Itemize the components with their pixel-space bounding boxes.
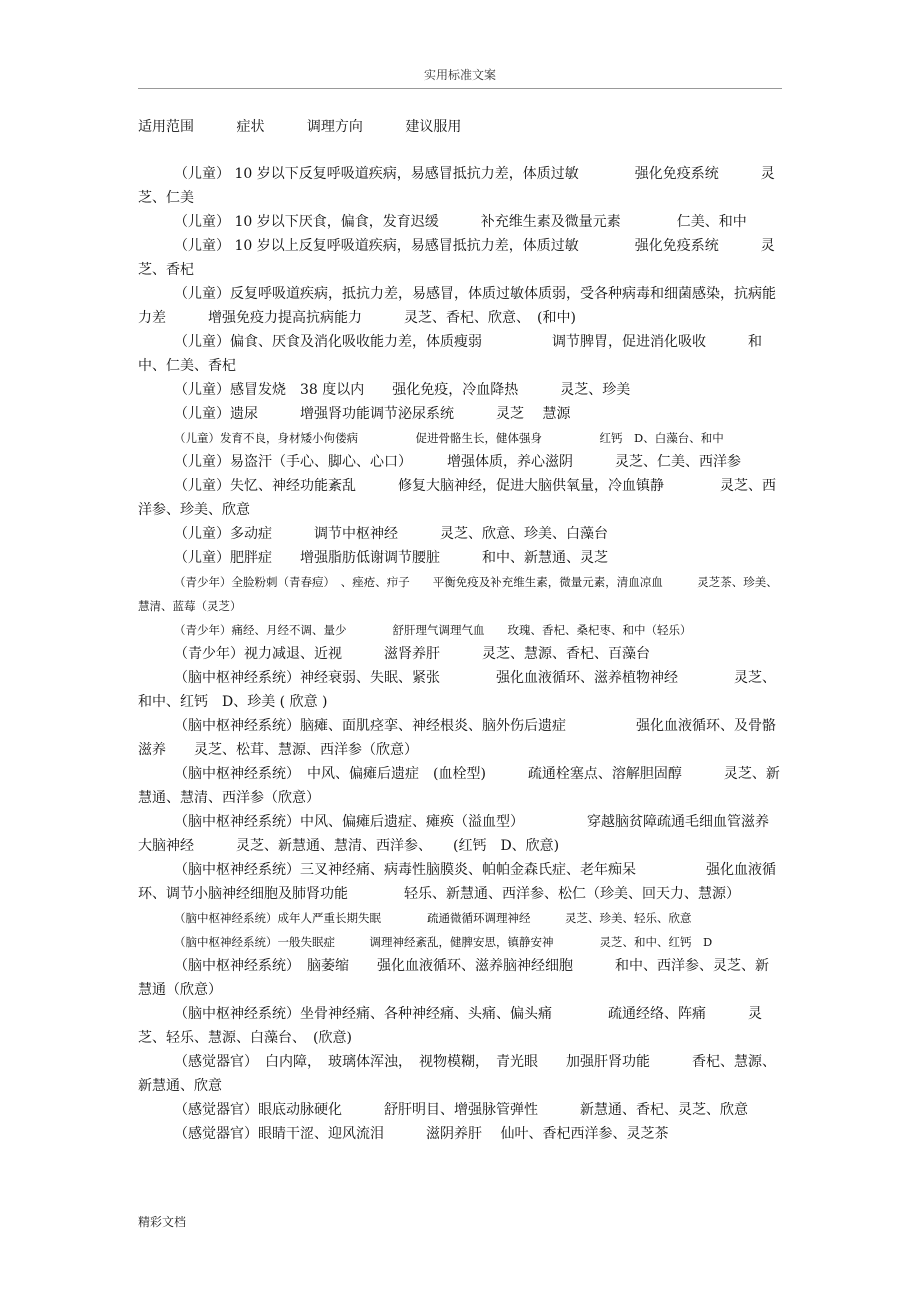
list-item: （青少年）全脸粉刺（青春痘） 、痤疮、疖子 平衡免疫及补充维生素，微量元素，清血凉血 灵芝茶、珍美、慧清、蓝莓（灵芝） — [138, 575, 778, 613]
list-item: （脑中枢神经系统）脑瘫、面肌痉挛、神经根炎、脑外伤后遗症 强化血液循环、及骨骼滋养 灵芝、松茸、慧源、西洋参（欣意） — [138, 718, 776, 758]
list-item: （感觉器官）眼底动脉硬化 舒肝明目、增强脉管弹性 新慧通、香杞、灵芝、欣意 — [174, 1102, 748, 1118]
list-item: （感觉器官）眼睛干涩、迎风流泪 滋阴养肝 仙叶、香杞西洋参、灵芝茶 — [174, 1126, 669, 1142]
column-header-recommendation: 建议服用 — [405, 119, 462, 135]
column-header-direction: 调理方向 — [306, 119, 363, 135]
list-item: （脑中枢神经系统）神经衰弱、失眠、紧张 强化血液循环、滋养植物神经 灵芝、和中、红钙 D、珍美 ( 欣意 ) — [138, 670, 776, 710]
column-header-scope: 适用范围 — [138, 119, 194, 135]
list-item: （儿童）感冒发烧 38 度以内 强化免疫，冷血降热 灵芝、珍美 — [174, 382, 631, 398]
list-item: （感觉器官） 白内障， 玻璃体浑浊， 视物模糊， 青光眼 加强肝肾功能 香杞、慧源、新慧通、欣意 — [138, 1054, 776, 1094]
list-item: （儿童）偏食、厌食及消化吸收能力差，体质瘦弱 调节脾胃，促进消化吸收 和中、仁美、香杞 — [138, 334, 762, 374]
entry-list — [138, 162, 782, 1146]
list-item: （青少年）视力减退、近视 滋肾养肝 灵芝、慧源、香杞、百藻台 — [174, 646, 650, 662]
list-item: （脑中枢神经系统）成年人严重长期失眠 疏通微循环调理神经 灵芝、珍美、轻乐、欣意 — [174, 911, 692, 925]
list-item: （脑中枢神经系统） 脑萎缩 强化血液循环、滋养脑神经细胞 和中、西洋参、灵芝、新慧通（欣意） — [138, 958, 769, 998]
list-item: （脑中枢神经系统）三叉神经痛、病毒性脑膜炎、帕帕金森氏症、老年痴呆 强化血液循环、调节小脑神经细胞及肺肾功能 轻乐、新慧通、西洋参、松仁（珍美、回天力、慧源） — [138, 862, 776, 902]
list-item: （儿童） 10 岁以下厌食，偏食，发育迟缓 补充维生素及微量元素 仁美、和中 — [174, 214, 747, 230]
list-item: （儿童） 10 岁以上反复呼吸道疾病，易感冒抵抗力差，体质过敏 强化免疫系统 灵芝、香杞 — [138, 238, 775, 278]
column-header-symptom: 症状 — [236, 119, 265, 135]
list-item: （脑中枢神经系统） 中风、偏瘫后遗症 (血栓型) 疏通栓塞点、溶解胆固醇 灵芝、新慧通、慧清、西洋参（欣意） — [138, 766, 780, 806]
list-item: （儿童）发育不良，身材矮小佝偻病 促进骨骼生长，健体强身 红钙 D、白藻台、和中 — [174, 431, 724, 445]
list-item: （脑中枢神经系统）坐骨神经痛、各种神经痛、头痛、偏头痛 疏通经络、阵痛 灵芝、轻乐、慧源、白藻台、 (欣意) — [138, 1006, 762, 1046]
list-item: （儿童）失忆、神经功能紊乱 修复大脑神经，促进大脑供氧量，冷血镇静 灵芝、西洋参、珍美、欣意 — [138, 478, 776, 518]
page-header-title: 实用标准文案 — [423, 68, 496, 82]
list-item: （儿童） 10 岁以下反复呼吸道疾病，易感冒抵抗力差，体质过敏 强化免疫系统 灵芝、仁美 — [138, 166, 775, 206]
list-item: （脑中枢神经系统）一般失眠症 调理神经紊乱，健脾安思，镇静安神 灵芝、和中、红钙 D — [174, 935, 713, 949]
list-item: （儿童）易盗汗（手心、脚心、心口） 增强体质，养心滋阴 灵芝、仁美、西洋参 — [174, 454, 741, 470]
list-item: （儿童）反复呼吸道疾病，抵抗力差，易感冒，体质过敏体质弱，受各种病毒和细菌感染，抗病能力差 增强免疫力提高抗病能力 灵芝、香杞、欣意、 (和中) — [138, 286, 776, 326]
column-headers — [138, 116, 499, 136]
list-item: （儿童）遗尿 增强肾功能调节泌尿系统 灵芝 慧源 — [174, 406, 571, 422]
list-item: （儿童）肥胖症 增强脂肪低谢调节腰脏 和中、新慧通、灵芝 — [174, 550, 608, 566]
page-footer: 精彩文档 — [138, 1215, 187, 1229]
list-item: （儿童）多动症 调节中枢神经 灵芝、欣意、珍美、白藻台 — [174, 526, 608, 542]
header-divider — [138, 88, 782, 89]
list-item: （青少年）痛经、月经不调、量少 舒肝理气调理气血 玫瑰、香杞、桑杞枣、和中（轻乐） — [174, 623, 692, 637]
list-item: （脑中枢神经系统）中风、偏瘫后遗症、瘫痪（溢血型） 穿越脑贫障疏通毛细血管滋养大脑神经 灵芝、新慧通、慧清、西洋参、 (红钙 D、欣意) — [138, 814, 769, 854]
